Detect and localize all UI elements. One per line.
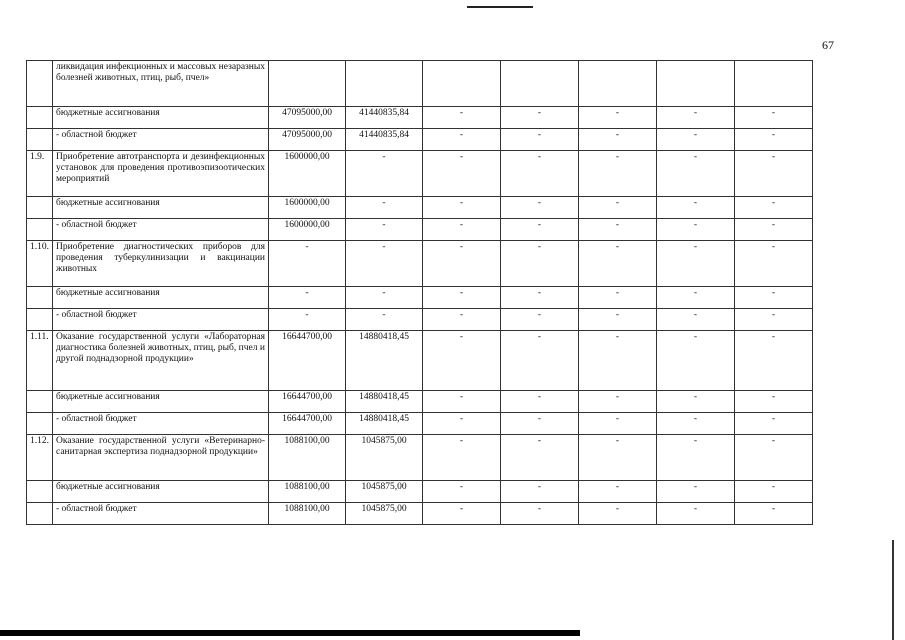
amount-actual: 1045875,00 — [346, 481, 423, 503]
amount-actual: 14880418,45 — [346, 331, 423, 391]
table-row — [27, 241, 813, 287]
value-cell: - — [657, 241, 735, 287]
item-description: бюджетные ассигнования — [53, 391, 269, 413]
amount-planned: 16644700,00 — [269, 391, 346, 413]
item-description: Приобретение диагностических приборов для проведения туберкулинизации и вакцинации животных — [53, 241, 269, 287]
item-number — [27, 413, 53, 435]
item-number — [27, 219, 53, 241]
value-cell: - — [735, 129, 813, 151]
item-description: бюджетные ассигнования — [53, 197, 269, 219]
value-cell: - — [735, 219, 813, 241]
item-number — [27, 107, 53, 129]
amount-actual — [346, 61, 423, 107]
value-cell: - — [423, 309, 501, 331]
value-cell: - — [501, 287, 579, 309]
value-cell: - — [423, 503, 501, 525]
amount-actual: 14880418,45 — [346, 413, 423, 435]
value-cell: - — [501, 481, 579, 503]
item-description: ликвидация инфекционных и массовых незаразных болезней животных, птиц, рыб, пчел» — [53, 61, 269, 107]
value-cell — [501, 61, 579, 107]
page-number: 67 — [822, 38, 834, 52]
value-cell: - — [657, 129, 735, 151]
value-cell: - — [657, 481, 735, 503]
value-cell: - — [423, 391, 501, 413]
value-cell: - — [579, 481, 657, 503]
value-cell: - — [657, 413, 735, 435]
value-cell: - — [501, 331, 579, 391]
value-cell: - — [735, 241, 813, 287]
table-row — [27, 61, 813, 107]
table-row — [27, 481, 813, 503]
value-cell: - — [657, 391, 735, 413]
table-row — [27, 151, 813, 197]
item-number — [27, 287, 53, 309]
amount-actual: 41440835,84 — [346, 129, 423, 151]
item-number — [27, 309, 53, 331]
item-number — [27, 481, 53, 503]
table-body — [27, 61, 813, 525]
value-cell: - — [579, 107, 657, 129]
item-number: 1.10. — [27, 241, 53, 287]
value-cell: - — [579, 219, 657, 241]
item-description: - областной бюджет — [53, 129, 269, 151]
value-cell: - — [735, 107, 813, 129]
value-cell: - — [657, 287, 735, 309]
value-cell: - — [423, 151, 501, 197]
amount-planned: 1088100,00 — [269, 435, 346, 481]
value-cell: - — [579, 435, 657, 481]
table-row — [27, 219, 813, 241]
value-cell: - — [501, 435, 579, 481]
value-cell — [735, 61, 813, 107]
value-cell: - — [501, 129, 579, 151]
value-cell: - — [579, 413, 657, 435]
value-cell: - — [579, 331, 657, 391]
amount-planned: 47095000,00 — [269, 107, 346, 129]
value-cell: - — [657, 219, 735, 241]
top-rule — [467, 6, 533, 8]
value-cell: - — [501, 309, 579, 331]
table-row — [27, 107, 813, 129]
value-cell: - — [657, 107, 735, 129]
table-row — [27, 309, 813, 331]
value-cell — [579, 61, 657, 107]
item-description: - областной бюджет — [53, 309, 269, 331]
value-cell: - — [579, 151, 657, 197]
table-row — [27, 391, 813, 413]
value-cell: - — [657, 309, 735, 331]
item-number — [27, 129, 53, 151]
value-cell: - — [579, 197, 657, 219]
amount-actual: 1045875,00 — [346, 435, 423, 481]
value-cell: - — [423, 219, 501, 241]
amount-planned: - — [269, 309, 346, 331]
value-cell: - — [735, 481, 813, 503]
item-number: 1.9. — [27, 151, 53, 197]
amount-actual: - — [346, 151, 423, 197]
value-cell — [657, 61, 735, 107]
value-cell: - — [423, 331, 501, 391]
bottom-scan-edge — [0, 630, 580, 636]
value-cell: - — [501, 391, 579, 413]
value-cell: - — [423, 413, 501, 435]
value-cell: - — [501, 413, 579, 435]
value-cell: - — [423, 481, 501, 503]
value-cell: - — [735, 309, 813, 331]
value-cell: - — [501, 107, 579, 129]
value-cell: - — [423, 107, 501, 129]
amount-planned: 1600000,00 — [269, 219, 346, 241]
table-row — [27, 287, 813, 309]
value-cell: - — [735, 503, 813, 525]
item-description: Оказание государственной услуги «Ветеринарно-санитарная экспертиза поднадзорной продукции» — [53, 435, 269, 481]
table-row — [27, 413, 813, 435]
value-cell: - — [423, 435, 501, 481]
value-cell: - — [501, 503, 579, 525]
amount-planned: 1088100,00 — [269, 503, 346, 525]
value-cell: - — [423, 129, 501, 151]
amount-actual: 14880418,45 — [346, 391, 423, 413]
table-row — [27, 129, 813, 151]
amount-planned: 47095000,00 — [269, 129, 346, 151]
amount-planned: 16644700,00 — [269, 331, 346, 391]
right-scan-edge — [892, 540, 894, 640]
amount-planned: 1600000,00 — [269, 197, 346, 219]
item-description: бюджетные ассигнования — [53, 107, 269, 129]
amount-actual: 1045875,00 — [346, 503, 423, 525]
item-description: - областной бюджет — [53, 503, 269, 525]
item-number: 1.11. — [27, 331, 53, 391]
amount-actual: - — [346, 241, 423, 287]
value-cell: - — [735, 435, 813, 481]
value-cell: - — [423, 197, 501, 219]
value-cell: - — [423, 287, 501, 309]
amount-planned: - — [269, 241, 346, 287]
value-cell: - — [579, 391, 657, 413]
amount-actual: - — [346, 287, 423, 309]
value-cell — [423, 61, 501, 107]
value-cell: - — [657, 503, 735, 525]
amount-planned: 16644700,00 — [269, 413, 346, 435]
item-description: - областной бюджет — [53, 219, 269, 241]
table-row — [27, 331, 813, 391]
item-number — [27, 61, 53, 107]
table-row — [27, 435, 813, 481]
value-cell: - — [657, 435, 735, 481]
table-row — [27, 197, 813, 219]
amount-actual: - — [346, 219, 423, 241]
value-cell: - — [657, 151, 735, 197]
item-number — [27, 503, 53, 525]
value-cell: - — [423, 241, 501, 287]
amount-planned: 1600000,00 — [269, 151, 346, 197]
value-cell: - — [735, 413, 813, 435]
value-cell: - — [735, 287, 813, 309]
value-cell: - — [735, 331, 813, 391]
value-cell: - — [657, 197, 735, 219]
value-cell: - — [579, 287, 657, 309]
item-description: бюджетные ассигнования — [53, 287, 269, 309]
item-number — [27, 391, 53, 413]
value-cell: - — [579, 309, 657, 331]
item-number — [27, 197, 53, 219]
amount-actual: - — [346, 197, 423, 219]
value-cell: - — [735, 151, 813, 197]
value-cell: - — [735, 391, 813, 413]
amount-planned — [269, 61, 346, 107]
value-cell: - — [501, 197, 579, 219]
value-cell: - — [501, 219, 579, 241]
amount-actual: 41440835,84 — [346, 107, 423, 129]
amount-actual: - — [346, 309, 423, 331]
value-cell: - — [579, 503, 657, 525]
item-description: бюджетные ассигнования — [53, 481, 269, 503]
item-description: - областной бюджет — [53, 413, 269, 435]
item-number: 1.12. — [27, 435, 53, 481]
item-description: Оказание государственной услуги «Лабораторная диагностика болезней животных, птиц, рыб, пчел и другой поднадзорной продукции» — [53, 331, 269, 391]
amount-planned: 1088100,00 — [269, 481, 346, 503]
value-cell: - — [579, 241, 657, 287]
value-cell: - — [501, 151, 579, 197]
value-cell: - — [657, 331, 735, 391]
value-cell: - — [735, 197, 813, 219]
value-cell: - — [579, 129, 657, 151]
amount-planned: - — [269, 287, 346, 309]
table-row — [27, 503, 813, 525]
item-description: Приобретение автотранспорта и дезинфекционных установок для проведения противоэпизоотических мероприятий — [53, 151, 269, 197]
budget-table — [26, 60, 813, 525]
value-cell: - — [501, 241, 579, 287]
